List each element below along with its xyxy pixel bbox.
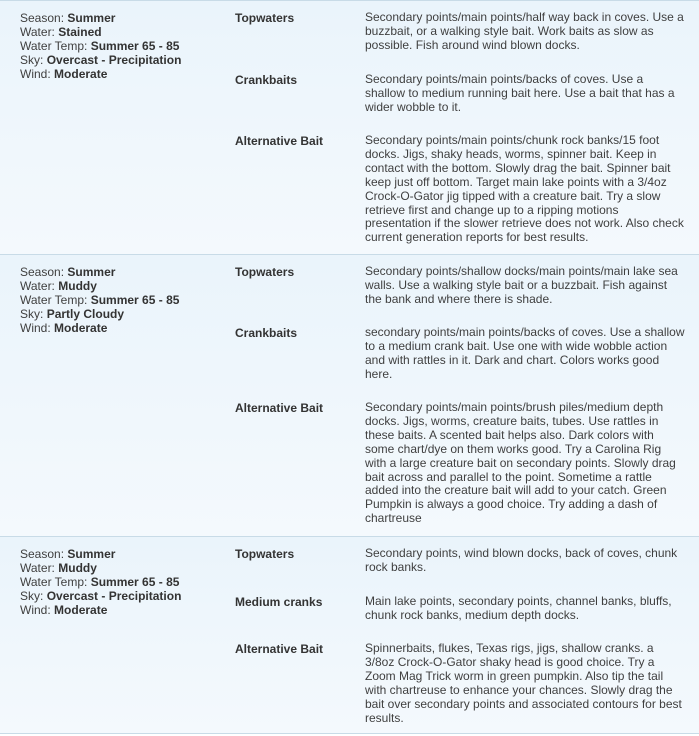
wind-value: Moderate <box>54 603 108 617</box>
season-line: Season: Summer <box>20 547 116 561</box>
technique-description: Secondary points/main points/brush piles/medium depth docks. Jigs, worms, creature baits, tubes. Use rattles in these baits. A scented bait helps also. Dark colors with some chart/dye on them works good. Try a Carolina Rig with a large creature bait on secondary points. Slowly drag bait across and parallel to the point. Sometime a rattle added into the creature bait will add to your catch. Green Pumpkin is always a good choice. Try adding a dash of chartreuse <box>365 400 676 526</box>
conditions-row <box>0 255 699 537</box>
water-temp-line: Water Temp: Summer 65 - 85 <box>20 575 180 589</box>
technique-description: Secondary points, wind blown docks, back of coves, chunk rock banks. <box>365 546 678 574</box>
technique-name: Alternative Bait <box>235 134 324 148</box>
wind-value: Moderate <box>54 321 108 335</box>
technique-name: Topwaters <box>235 11 295 25</box>
sky-line: Sky: Overcast - Precipitation <box>20 589 182 603</box>
conditions-cell <box>20 265 220 335</box>
technique-name: Topwaters <box>235 547 295 561</box>
technique-description: Secondary points/main points/backs of coves. Use a shallow to medium running bait here. Use a bait that has a wider wobble to it. <box>365 72 675 114</box>
technique-name: Crankbaits <box>235 73 298 87</box>
wind-line: Wind: Moderate <box>20 603 108 617</box>
technique-description: Secondary points/main points/half way back in coves. Use a buzzbait, or a walking style bait. Work baits as slow as possible. Fish around wind blown docks. <box>365 10 684 52</box>
wind-line: Wind: Moderate <box>20 67 108 81</box>
water-line: Water: Stained <box>20 25 102 39</box>
technique-name: Medium cranks <box>235 595 323 609</box>
technique-description: secondary points/main points/backs of coves. Use a shallow to a medium crank bait. Use one with wide wobble action and with rattles in it. Dark and chart. Colors works good here. <box>365 325 685 381</box>
water-value: Stained <box>58 25 102 39</box>
technique-description: Spinnerbaits, flukes, Texas rigs, jigs, shallow cranks. a 3/8oz Crock-O-Gator shaky head is good choice. Try a Zoom Mag Trick worm in green pumpkin. Also tip the tail with chartreuse to enhance your chances. Slowly drag the bait over secondary points and associated contours for best results. <box>365 641 682 725</box>
technique-description: Main lake points, secondary points, channel banks, bluffs, chunk rock banks, medium depth docks. <box>365 594 672 622</box>
wind-value: Moderate <box>54 67 108 81</box>
sky-value: Overcast - Precipitation <box>46 589 182 603</box>
technique-description: Secondary points/main points/chunk rock banks/15 foot docks. Jigs, shaky heads, worms, spinner bait. Keep in contact with the bottom. Slowly drag the bait. Spinner bait keep just off bottom. Target main lake points with a 3/4oz Crock-O-Gator jig tipped with a creature bait. Try a slow retrieve first and change up to a ripping motions presentation if the slower retrieve does not work. Also check current generation reports for best results. <box>365 133 684 245</box>
conditions-row <box>0 537 699 734</box>
water-temp-line: Water Temp: Summer 65 - 85 <box>20 39 180 53</box>
water-temp-value: Summer 65 - 85 <box>90 293 180 307</box>
conditions-row <box>0 1 699 255</box>
season-line: Season: Summer <box>20 265 116 279</box>
sky-line: Sky: Overcast - Precipitation <box>20 53 182 67</box>
technique-description: Secondary points/shallow docks/main points/main lake sea walls. Use a walking style bait or a buzzbait. Fish against the bank and where there is shade. <box>365 264 678 306</box>
water-value: Muddy <box>58 279 97 293</box>
season-value: Summer <box>67 11 116 25</box>
sky-value: Partly Cloudy <box>46 307 125 321</box>
water-temp-value: Summer 65 - 85 <box>90 575 180 589</box>
water-line: Water: Muddy <box>20 279 97 293</box>
conditions-cell <box>20 547 220 617</box>
water-line: Water: Muddy <box>20 561 97 575</box>
season-value: Summer <box>67 265 116 279</box>
water-temp-value: Summer 65 - 85 <box>90 39 180 53</box>
technique-name: Crankbaits <box>235 326 298 340</box>
conditions-cell <box>20 11 220 81</box>
water-value: Muddy <box>58 561 97 575</box>
technique-name: Alternative Bait <box>235 642 324 656</box>
sky-value: Overcast - Precipitation <box>46 53 182 67</box>
technique-name: Alternative Bait <box>235 401 324 415</box>
wind-line: Wind: Moderate <box>20 321 108 335</box>
water-temp-line: Water Temp: Summer 65 - 85 <box>20 293 180 307</box>
sky-line: Sky: Partly Cloudy <box>20 307 125 321</box>
technique-name: Topwaters <box>235 265 295 279</box>
season-line: Season: Summer <box>20 11 116 25</box>
season-value: Summer <box>67 547 116 561</box>
